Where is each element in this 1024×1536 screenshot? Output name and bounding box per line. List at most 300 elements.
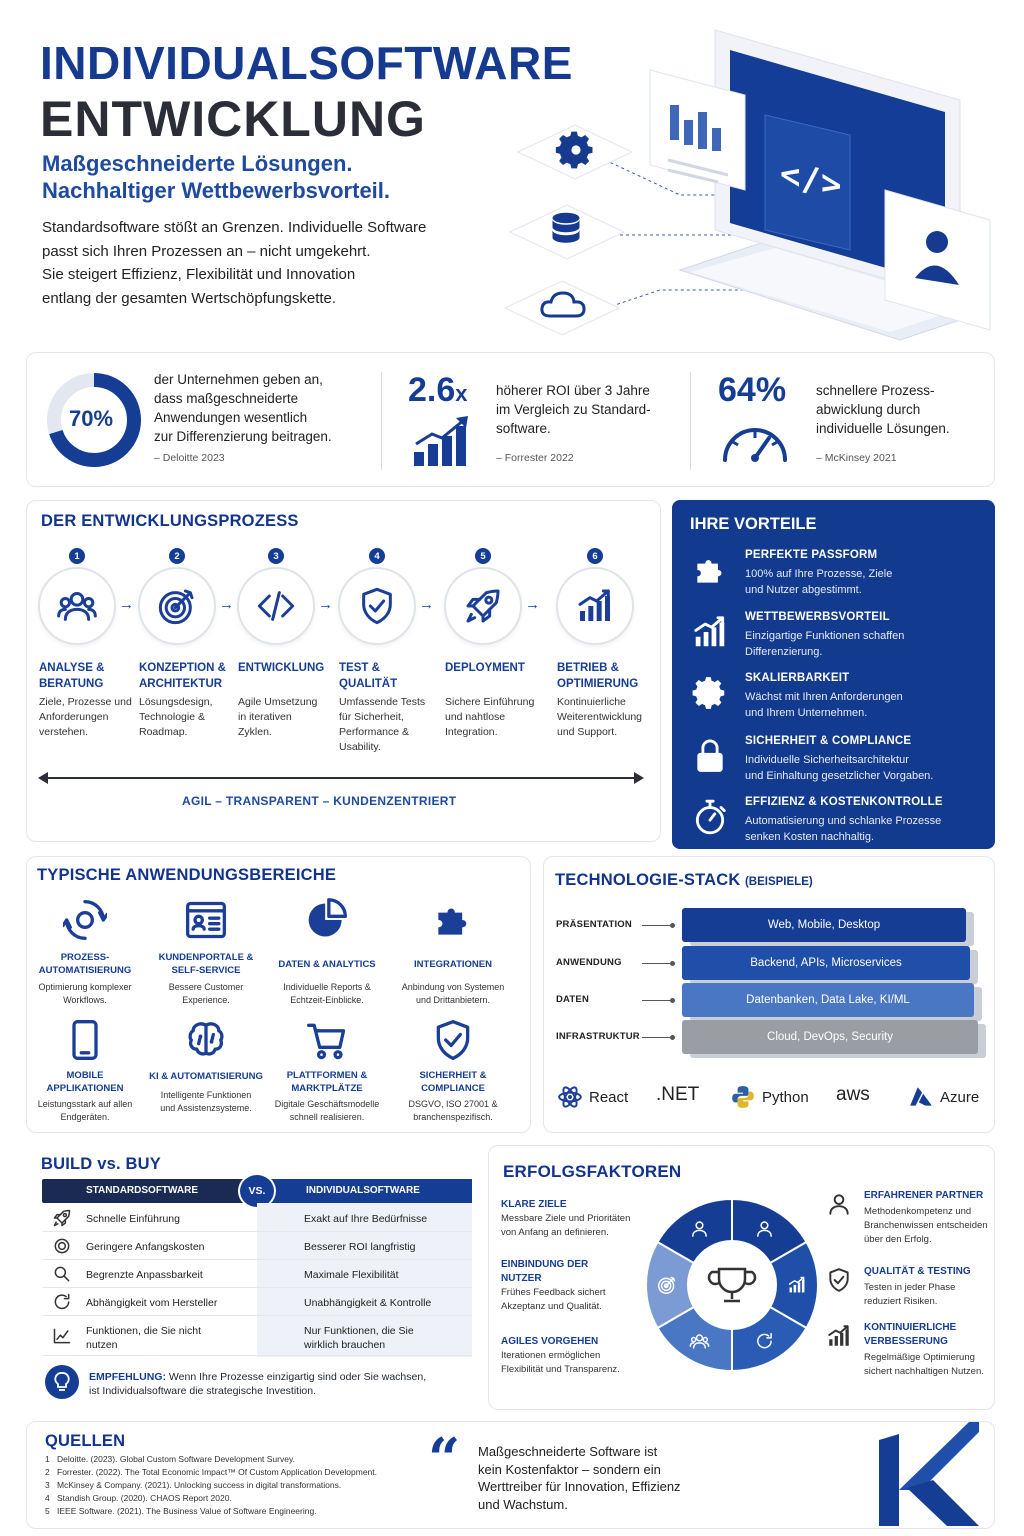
application-title-line: DATEN & ANALYTICS [278, 959, 376, 970]
step-title-line: OPTIMIERUNG [557, 678, 639, 690]
process-footer: AGIL – TRANSPARENT – KUNDENZENTRIERT [182, 794, 457, 808]
tech-stack-title [555, 871, 813, 890]
source-number: 3 [45, 1480, 50, 1490]
bvb-col-left: STANDARDSOFTWARE [86, 1185, 199, 1196]
technology-logo [656, 1084, 699, 1106]
stat-value-number: 2.6 [408, 371, 456, 409]
success-desc-line: Iterationen ermöglichen [501, 1350, 601, 1361]
bvb-header [42, 1179, 472, 1203]
step-desc-line: Integration. [445, 726, 498, 738]
source-text: Deloitte. (2023). Global Custom Software Development Survey. [57, 1454, 295, 1464]
gear-icon [691, 674, 729, 712]
step-description [557, 695, 661, 740]
applications-title: TYPISCHE ANWENDUNGSBEREICHE [37, 866, 337, 884]
source-number: 2 [45, 1467, 50, 1477]
layer-bar: Cloud, DevOps, Security [682, 1020, 978, 1054]
step-desc-line: Agile Umsetzung [238, 696, 318, 708]
stat-text-line: dass maßgeschneiderte [154, 391, 299, 406]
stat-text-line: individuelle Lösungen. [816, 421, 950, 436]
shield-check-icon [826, 1267, 852, 1293]
table-row [42, 1260, 472, 1288]
advantage-description [745, 628, 985, 660]
arrow-right-icon: → [525, 596, 540, 613]
intro-line: Standardsoftware stößt an Grenzen. Individuelle Software [42, 219, 427, 236]
step-desc-line: in iterativen [238, 711, 292, 723]
step-title-line: KONZEPTION & [139, 662, 226, 674]
layer-connector-dot [670, 961, 675, 966]
success-factor-description [864, 1281, 996, 1309]
advantage-desc-line: und Einhaltung gesetzlicher Vorgaben. [745, 770, 934, 782]
advantage-desc-line: Automatisierung und schlanke Prozesse [745, 815, 942, 827]
advantage-title: SICHERHEIT & COMPLIANCE [745, 735, 912, 747]
arrow-right-icon: → [318, 596, 333, 613]
table-row [42, 1232, 472, 1260]
success-factor-description [501, 1212, 641, 1240]
advantage-title: WETTBEWERBSVORTEIL [745, 611, 890, 623]
success-title-line: KONTINUIERLICHE [864, 1322, 957, 1333]
success-title-line: QUALITÄT & TESTING [864, 1266, 971, 1277]
step-desc-line: Weiterentwicklung [557, 711, 643, 723]
step-desc-line: Ziele, Prozesse und [39, 696, 132, 708]
cloud-icon [538, 288, 588, 322]
source-item [45, 1480, 341, 1490]
application-title-line: SICHERHEIT & [419, 1070, 487, 1081]
build-vs-buy-title: BUILD vs. BUY [41, 1155, 161, 1173]
bvb-cell-line: Nur Funktionen, die Sie [304, 1325, 414, 1337]
bvb-cell-line: Begrenzte Anpassbarkeit [86, 1269, 203, 1281]
application-desc-line: branchenspezifisch. [413, 1112, 493, 1122]
growth-chart-icon [826, 1323, 852, 1349]
layer-bar: Backend, APIs, Microservices [682, 946, 970, 980]
bvb-cell-line: Unabhängigkeit & Kontrolle [304, 1297, 432, 1309]
success-factor-description [501, 1286, 641, 1314]
shield-check-icon [357, 586, 397, 626]
table-row [42, 1316, 472, 1356]
bvb-cell-line: Abhängigkeit vom Hersteller [86, 1297, 218, 1309]
application-title-line: APPLIKATIONEN [46, 1083, 124, 1094]
success-desc-line: über den Erfolg. [864, 1234, 932, 1245]
step-number: 1 [69, 548, 85, 564]
success-desc-line: reduziert Risiken. [864, 1296, 938, 1307]
intro-line: entlang der gesamten Wertschöpfungskette. [42, 289, 337, 307]
advantage-description [745, 752, 985, 784]
application-title-line: INTEGRATIONEN [414, 959, 492, 970]
database-icon [548, 210, 584, 250]
speedometer-icon [719, 416, 791, 464]
application-desc-line: Anbindung von Systemen [401, 982, 505, 992]
success-desc-line: Testen in jeder Phase [864, 1282, 956, 1293]
coin-icon [52, 1236, 72, 1256]
application-title-line: KI & AUTOMATISIERUNG [149, 1071, 263, 1082]
bvb-cell-line: Schnelle Einführung [86, 1213, 180, 1225]
step-number: 4 [369, 548, 385, 564]
advantage-description [745, 689, 985, 721]
application-title-line: MOBILE [66, 1070, 104, 1081]
stat-text-line: abwicklung durch [816, 402, 921, 417]
stat-source: – McKinsey 2021 [816, 452, 897, 464]
success-desc-line: Flexibilität und Transparenz. [501, 1364, 620, 1375]
bvb-individual-cell [304, 1240, 415, 1254]
vs-badge: VS. [238, 1173, 276, 1209]
application-title [393, 958, 513, 971]
bvb-cell-line: nutzen [86, 1339, 118, 1351]
step-circle [237, 567, 315, 645]
application-desc-line: Echtzeit-Einblicke. [290, 995, 364, 1005]
bar-chart-icon [691, 613, 729, 651]
recommendation-text-line2: ist Individualsoftware die strategische Investition. [89, 1385, 317, 1397]
gear-icon [554, 128, 598, 172]
technology-name: .NET [656, 1084, 700, 1105]
recommendation-label: EMPFEHLUNG: [89, 1371, 166, 1383]
quote-text [478, 1443, 718, 1513]
layer-label: PRÄSENTATION [556, 919, 632, 930]
hero-illustration [490, 10, 1010, 350]
step-desc-line: Anforderungen [39, 711, 109, 723]
step-title [445, 660, 545, 676]
step-desc-line: Umfassende Tests [339, 696, 426, 708]
advantage-desc-line: und Ihrem Unternehmen. [745, 707, 868, 719]
quote-mark: “ [428, 1426, 461, 1492]
tech-stack-title-main: TECHNOLOGIE-STACK [555, 871, 741, 889]
chart-icon [52, 1326, 72, 1346]
bvb-standard-cell [86, 1296, 217, 1310]
arrow-right-icon: → [119, 596, 134, 613]
bvb-cell-line: wirklich brauchen [304, 1339, 386, 1351]
success-title-line: AGILES VORGEHEN [501, 1336, 599, 1347]
smartphone-icon [63, 1018, 107, 1062]
application-title [25, 951, 145, 977]
success-title-line: NUTZER [501, 1273, 542, 1284]
success-desc-line: von Anfang an definieren. [501, 1227, 609, 1238]
step-title [238, 660, 338, 676]
intro-text [42, 216, 472, 310]
bvb-cell-line: Geringere Anfangskosten [86, 1241, 205, 1253]
code-icon [256, 586, 296, 626]
layer-connector-dot [670, 1035, 675, 1040]
source-text: IEEE Software. (2021). The Business Value of Software Engineering. [57, 1506, 317, 1516]
azure-icon [908, 1084, 934, 1110]
application-title-line: KUNDENPORTALE & [158, 952, 254, 963]
stat-text-line: Anwendungen wesentlich [154, 410, 308, 425]
advantage-title: SKALIERBARKEIT [745, 672, 850, 684]
source-text: McKinsey & Company. (2021). Unlocking success in digital transformations. [57, 1480, 342, 1490]
lightbulb-icon [44, 1364, 80, 1400]
application-desc-line: Bessere Customer [168, 982, 244, 992]
puzzle-icon [691, 551, 729, 589]
stat-source: – Deloitte 2023 [154, 452, 225, 464]
react-icon [557, 1084, 583, 1110]
step-description [445, 695, 549, 740]
bvb-cell-line: Exakt auf Ihre Bedürfnisse [304, 1213, 428, 1225]
bvb-standard-cell [86, 1240, 205, 1254]
step-desc-line: Technologie & [139, 711, 205, 723]
id-card-icon [184, 898, 228, 942]
technology-name: React [589, 1088, 629, 1106]
table-row [42, 1288, 472, 1316]
stat-text-line: der Unternehmen geben an, [154, 372, 323, 387]
success-desc-line: Branchenwissen entscheiden [864, 1220, 988, 1231]
application-desc-line: Individuelle Reports & [283, 982, 371, 992]
intro-line: Sie steigert Effizienz, Flexibilität und Innovation [42, 266, 356, 283]
stat-value: 70% [69, 406, 114, 431]
shield-check-icon [431, 1018, 475, 1062]
source-item [45, 1454, 295, 1464]
application-title-line: MARKTPLÄTZE [291, 1083, 363, 1094]
step-desc-line: und Support. [557, 726, 618, 738]
tech-stack-title-suffix: (BEISPIELE) [744, 876, 813, 888]
application-description [23, 981, 147, 1007]
application-title [267, 1069, 387, 1095]
step-description [238, 695, 342, 740]
arrow-right-icon: → [419, 596, 434, 613]
application-description [391, 981, 515, 1007]
step-title-line: BETRIEB & [557, 662, 619, 674]
quote-line: Werttreiber für Innovation, Effizienz [478, 1479, 681, 1494]
step-desc-line: Kontinuierliche [557, 696, 626, 708]
bvb-individual-cell [304, 1212, 427, 1226]
step-desc-line: Roadmap. [139, 726, 188, 738]
layer-bar: Datenbanken, Data Lake, KI/ML [682, 983, 974, 1017]
success-title-line: ERFAHRENER PARTNER [864, 1190, 984, 1201]
timeline-arrow [38, 770, 644, 786]
application-desc-line: Endgeräten. [60, 1112, 110, 1122]
step-title-line: QUALITÄT [339, 678, 398, 690]
step-desc-line: und nahtlose [445, 711, 506, 723]
success-factor-description [864, 1351, 996, 1379]
success-desc-line: Methodenkompetenz und [864, 1206, 972, 1217]
application-title [393, 1069, 513, 1095]
stopwatch-icon [691, 798, 729, 836]
process-title: DER ENTWICKLUNGSPROZESS [41, 512, 299, 530]
technology-name: Python [762, 1088, 809, 1106]
brain-icon [184, 1018, 228, 1062]
step-title-line: BERATUNG [39, 678, 104, 690]
quote-line: kein Kostenfaktor – sondern ein [478, 1461, 661, 1477]
pie-chart-icon [305, 898, 349, 942]
success-desc-line: Frühes Feedback sichert [501, 1287, 606, 1298]
subtitle-line: Maßgeschneiderte Lösungen. [42, 151, 353, 176]
search-icon [52, 1264, 72, 1284]
application-desc-line: DSGVO, ISO 27001 & [408, 1099, 498, 1109]
bvb-cell-line: Maximale Flexibilität [304, 1269, 399, 1281]
application-description [23, 1098, 147, 1124]
success-desc-line: Messbare Ziele und Prioritäten [501, 1213, 631, 1224]
application-title [267, 958, 387, 971]
step-circle [338, 567, 416, 645]
step-desc-line: Usability. [339, 741, 381, 753]
stat-description [816, 381, 986, 438]
step-desc-line: für Sicherheit, [339, 711, 404, 723]
company-logo [877, 1420, 981, 1528]
rocket-icon [463, 586, 503, 626]
growth-chart-icon [412, 414, 474, 466]
source-text: Forrester. (2022). The Total Economic Impact™ Of Custom Application Development. [57, 1467, 377, 1477]
stat-divider [690, 372, 691, 470]
application-description [144, 1089, 268, 1115]
recommendation-text: Wenn Ihre Prozesse einzigartig sind oder Sie wachsen, [168, 1371, 427, 1383]
source-item [45, 1467, 377, 1477]
application-desc-line: Digitale Geschäftsmodelle [274, 1099, 380, 1109]
stat-source: – Forrester 2022 [496, 452, 574, 464]
advantage-desc-line: Differenzierung. [745, 646, 823, 658]
advantage-description [745, 566, 985, 598]
growth-chart-icon [575, 586, 615, 626]
puzzle-icon [431, 898, 475, 942]
application-title [146, 951, 266, 977]
stat-text-line: im Vergleich zu Standard- [496, 402, 651, 417]
layer-connector-dot [670, 923, 675, 928]
lock-icon [691, 737, 729, 775]
step-number: 5 [475, 548, 491, 564]
page-subtitle [42, 150, 512, 204]
application-title [25, 1069, 145, 1095]
advantage-desc-line: und Nutzer abgestimmt. [745, 584, 862, 596]
success-title-line: KLARE ZIELE [501, 1199, 567, 1210]
subtitle-line: Nachhaltiger Wettbewerbsvorteil. [42, 178, 391, 203]
layer-bar: Web, Mobile, Desktop [682, 908, 966, 942]
success-factor-title [501, 1198, 641, 1212]
application-title-line: COMPLIANCE [421, 1083, 485, 1094]
success-factor-title [864, 1189, 994, 1203]
application-description [144, 981, 268, 1007]
source-number: 4 [45, 1493, 50, 1503]
bvb-individual-cell [304, 1296, 431, 1310]
source-item [45, 1493, 232, 1503]
advantage-description [745, 813, 985, 845]
bvb-standard-cell [86, 1324, 201, 1352]
application-desc-line: schnell realisieren. [289, 1112, 365, 1122]
application-description [265, 981, 389, 1007]
success-factor-title [501, 1335, 641, 1349]
success-wheel [642, 1195, 822, 1375]
application-desc-line: und Drittanbietern. [415, 995, 491, 1005]
application-desc-line: Intelligente Funktionen [160, 1090, 252, 1100]
advantage-desc-line: Einzigartige Funktionen schaffen [745, 630, 905, 642]
advantage-title: PERFEKTE PASSFORM [745, 549, 878, 561]
rocket-icon [52, 1208, 72, 1228]
success-factor-description [501, 1349, 641, 1377]
users-icon [57, 586, 97, 626]
source-number: 5 [45, 1506, 50, 1516]
advantage-desc-line: Individuelle Sicherheitsarchitektur [745, 754, 909, 766]
application-desc-line: Experience. [182, 995, 230, 1005]
application-title-line: AUTOMATISIERUNG [38, 965, 132, 976]
stat-text-line: software. [496, 421, 551, 436]
person-icon [826, 1191, 852, 1217]
stat-description [154, 370, 374, 446]
stat-description [496, 381, 696, 438]
page-title: INDIVIDUALSOFTWARE [40, 37, 573, 89]
step-desc-line: Sichere Einführung [445, 696, 535, 708]
step-circle [556, 567, 634, 645]
advantage-desc-line: 100% auf Ihre Prozesse, Ziele [745, 568, 893, 580]
application-desc-line: Optimierung komplexer [38, 982, 132, 992]
application-description [391, 1098, 515, 1124]
layer-label: DATEN [556, 994, 590, 1005]
step-desc-line: Zyklen. [238, 726, 272, 738]
layer-connector-dot [670, 998, 675, 1003]
recommendation [89, 1370, 469, 1398]
table-row [42, 1204, 472, 1232]
python-icon [730, 1084, 756, 1110]
application-title [146, 1070, 266, 1083]
application-description [265, 1098, 389, 1124]
application-title-line: PLATTFORMEN & [286, 1070, 368, 1081]
wheel-center [690, 1243, 774, 1327]
page-title-line2: ENTWICKLUNG [40, 91, 426, 147]
success-desc-line: Akzeptanz und Qualität. [501, 1301, 602, 1312]
stat-text-line: höherer ROI über 3 Jahre [496, 383, 650, 398]
success-title: ERFOLGSFAKTOREN [503, 1162, 682, 1181]
refresh-icon [52, 1292, 72, 1312]
step-title [39, 660, 139, 692]
step-description [339, 695, 443, 755]
stat-divider [381, 372, 382, 470]
application-desc-line: Workflows. [63, 995, 107, 1005]
step-desc-line: Performance & [339, 726, 410, 738]
step-desc-line: Lösungsdesign, [139, 696, 213, 708]
step-circle [444, 567, 522, 645]
step-title-line: DEPLOYMENT [445, 662, 525, 674]
advantage-desc-line: senken Kosten nachhaltig. [745, 831, 875, 843]
source-number: 1 [45, 1454, 50, 1464]
technology-logo [836, 1084, 870, 1106]
bvb-standard-cell [86, 1212, 180, 1226]
step-description [139, 695, 243, 740]
quote-line: Maßgeschneiderte Software ist [478, 1444, 658, 1459]
stat-value [408, 371, 468, 410]
step-description [39, 695, 143, 740]
technology-name: aws [836, 1084, 870, 1105]
step-desc-line: verstehen. [39, 726, 89, 738]
advantages-title: IHRE VORTEILE [690, 515, 817, 533]
technology-logo [557, 1084, 628, 1110]
step-number: 3 [268, 548, 284, 564]
bvb-standard-cell [86, 1268, 203, 1282]
success-factor-title [864, 1321, 994, 1349]
code-symbol: </> [780, 153, 842, 207]
technology-name: Azure [940, 1088, 980, 1106]
step-circle [38, 567, 116, 645]
bvb-individual-cell [304, 1268, 399, 1282]
success-factor-title [501, 1258, 641, 1286]
layer-label: INFRASTRUKTUR [556, 1031, 640, 1042]
step-title [339, 660, 439, 692]
stat-text-line: schnellere Prozess- [816, 383, 935, 398]
application-title-line: PROZESS- [60, 952, 110, 963]
sources-title: QUELLEN [45, 1432, 126, 1450]
application-title-line: SELF-SERVICE [171, 965, 241, 976]
step-number: 6 [587, 548, 603, 564]
step-title-line: ENTWICKLUNG [238, 662, 325, 674]
stat-text-line: zur Differenzierung beitragen. [154, 429, 332, 444]
quote-line: und Wachstum. [478, 1496, 568, 1512]
technology-logo [730, 1084, 809, 1110]
step-title-line: ARCHITEKTUR [139, 678, 223, 690]
step-number: 2 [169, 548, 185, 564]
cart-icon [305, 1018, 349, 1062]
step-title [139, 660, 239, 692]
step-title-line: ANALYSE & [39, 662, 105, 674]
bvb-cell-line: Funktionen, die Sie nicht [86, 1325, 201, 1337]
arrow-right-icon: → [219, 596, 234, 613]
step-circle [138, 567, 216, 645]
stat-value: 64% [718, 371, 787, 409]
process-gear-icon [63, 898, 107, 942]
source-item [45, 1506, 317, 1516]
intro-line: passt sich Ihren Prozessen an – nicht umgekehrt. [42, 242, 371, 260]
target-icon [157, 586, 197, 626]
